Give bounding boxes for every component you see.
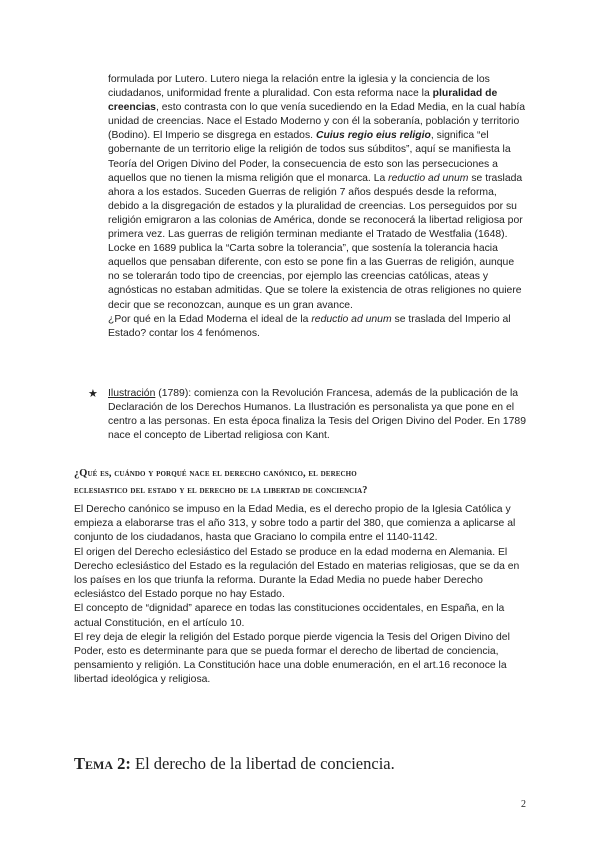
star-bullet-icon: ★: [88, 388, 98, 400]
paragraph-rey: El rey deja de elegir la religión del Estado porque pierde vigencia la Tesis del Origen Divino del Poder, esto es determinante para que se pueda formar el derecho de libertad de conciencia, pensamiento y religión. La Constitución hace una doble enumeración, en el art.16 reconoce la libertad ideológica y religiosa.: [74, 631, 510, 686]
chapter-title: [74, 754, 395, 774]
derecho-paragraph-block: [74, 503, 529, 688]
chapter-title-text: El derecho de la libertad de conciencia.: [130, 754, 395, 773]
paragraph-eclesiastico: El origen del Derecho eclesiástico del Estado se produce en la edad moderna en Alemania. El Derecho eclesiástico del Estado es la regulación del Estado en materias religiosas, que se da en los países en los que triunfa la reforma. Durante la Edad Media no puede haber Derecho eclesiástco del Estado porque no hay Estado.: [74, 546, 520, 601]
study-question: [108, 313, 526, 341]
italic-term-reductio: reductio ad unum: [311, 313, 392, 325]
text-run: , significa “el gobernante de un territorio elige la religión de todos sus súbditos”, aquí se manifiesta la Teoría del Origen Divino del Poder, la consecuencia de esto son las persecuciones a aquellos que no tienen la misma religión que el monarca. La: [108, 130, 511, 184]
bullet-text: [108, 387, 526, 443]
paragraph-dignidad: El concepto de “dignidad” aparece en todas las constituciones occidentales, en España, en la actual Constitución, en el artículo 10.: [74, 603, 505, 629]
text-run: se traslada ahora a los estados. Suceden Guerras de religión 7 años después desde la reforma, debido a la disgregación de estados y la pluralidad de creencias. Los perseguidos por su religión emigraron a las colonias de América, donde se reconocerá la libertad religiosa por primera vez. Las guerras de religión terminan mediante el Tratado de Westfalia (1648). Locke en 1689 publica la “Carta sobre la tolerancia”, que sostenía la tolerancia hacia aquellos que pensaban diferente, con esto se pone fin a las Guerras de religión, aunque no se tolerarán todo tipo de creencias, por ejemplo las creencias católicas, ateas y agnósticas no estaban admitidas. Que se tolere la existencia de otras religiones no quiere decir que se reconozcan, aunque es un gran avance.: [108, 172, 523, 311]
bold-italic-term-cuius-regio: Cuius regio eius religio: [315, 130, 431, 142]
text-run: (1789): comienza con la Revolución Francesa, además de la publicación de la Declaración de los Derechos Humanos. La Ilustración es personalista ya que pone en el centro a las personas. En esta época finaliza la Tesis del Origen Divino del Poder. En 1789 nace el concepto de Libertad religiosa con Kant.: [108, 388, 526, 442]
bold-term-pluralidad: pluralidad de creencias: [108, 88, 498, 114]
italic-term-reductio: reductio ad unum: [388, 172, 469, 184]
underlined-term-ilustracion: Ilustración: [108, 388, 156, 399]
bullet-item-ilustracion: [88, 387, 528, 443]
text-run: formulada por Lutero. Lutero niega la relación entre la iglesia y la conciencia de los ciudadanos, uniformidad frente a pluralidad. Con esta reforma nace la: [108, 74, 490, 100]
text-run: se traslada del Imperio al Estado? contar los 4 fenómenos.: [108, 313, 511, 339]
text-run: ¿Por qué en la Edad Moderna el ideal de la: [108, 313, 312, 325]
text-run: , esto contrasta con lo que venía sucediendo en la Edad Media, en la cual había unidad de creencias. Nace el Estado Moderno y con él la soberanía, población y territorio (Bodino). El Imperio se disgrega en estados.: [108, 102, 526, 142]
chapter-label: Tema 2:: [74, 754, 131, 773]
reform-paragraph: [108, 73, 526, 313]
heading-line: eclesiastico del estado y el derecho de la libertad de conciencia?: [74, 485, 368, 496]
page-number: 2: [521, 799, 526, 810]
reform-paragraph-block: [108, 73, 526, 341]
paragraph-canonico: El Derecho canónico se impuso en la Edad Media, es el derecho propio de la Iglesia Católica y empieza a elaborarse tras el año 313, y sobre todo a partir del 380, que comienza a aplicarse al conjunto de los ciudadanos, hasta que Graciano lo compila entre el 1140-1142.: [74, 504, 516, 544]
heading-line: ¿Qué es, cuándo y porqué nace el derecho canónico, el derecho: [74, 468, 357, 479]
section-heading: [74, 465, 534, 499]
